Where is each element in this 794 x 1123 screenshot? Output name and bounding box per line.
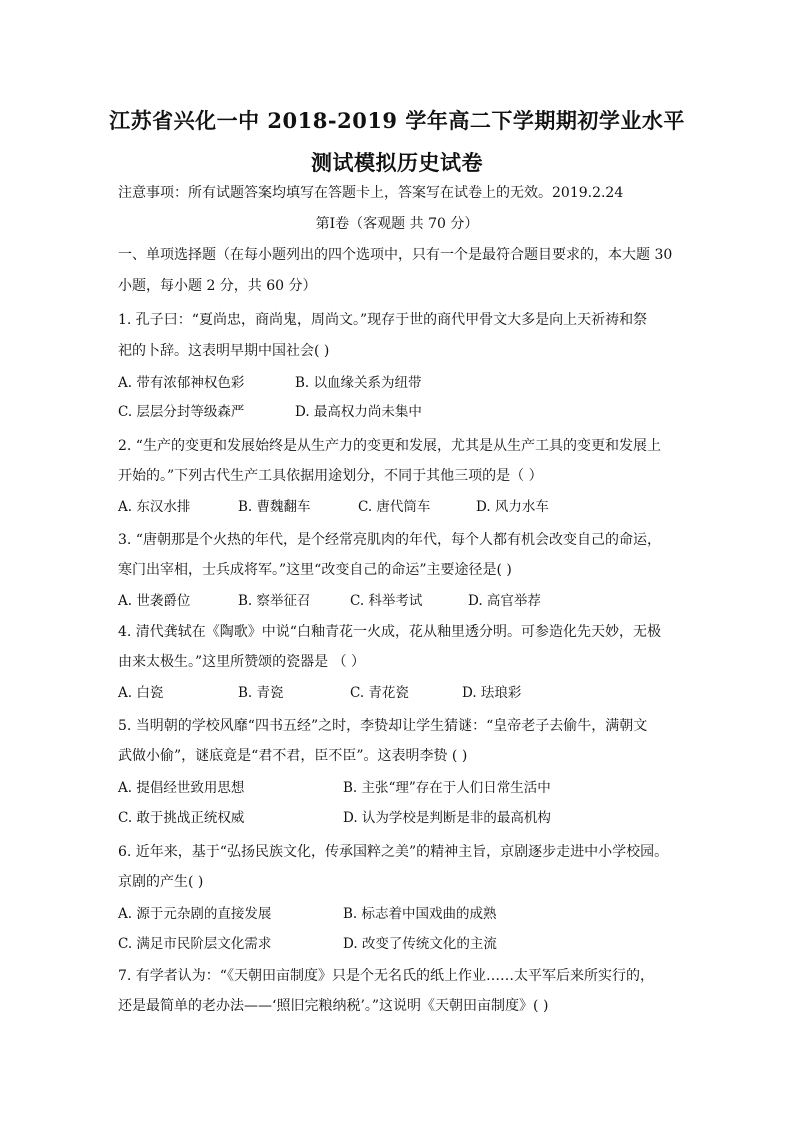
question-3-option-c: C. 科举考试	[350, 593, 423, 609]
question-6-line-1: 6. 近年来，基于“弘扬民族文化，传承国粹之美”的精神主旨，京剧逐步走进中小学校园。	[118, 844, 669, 860]
question-1-line-1: 1. 孔子曰：“夏尚忠，商尚鬼，周尚文。”现存于世的商代甲骨文大多是向上天祈祷和祭	[118, 312, 648, 328]
question-3-option-d: D. 高官举荐	[468, 593, 541, 609]
question-5-option-a: A. 提倡经世致用思想	[118, 780, 245, 796]
question-6-option-b: B. 标志着中国戏曲的成熟	[343, 906, 497, 922]
question-4-line-2: 由来太极生。”这里所赞颂的瓷器是 （ ）	[118, 654, 366, 670]
exam-title-line-1: 江苏省兴化一中 2018-2019 学年高二下学期期初学业水平	[109, 108, 685, 133]
question-4-option-c: C. 青花瓷	[350, 685, 409, 701]
exam-title-line-2: 测试模拟历史试卷	[311, 150, 483, 175]
question-1-option-d: D. 最高权力尚未集中	[295, 404, 422, 420]
part1-instructions-line-1: 一、单项选择题（在每小题列出的四个选项中，只有一个是最符合题目要求的，本大题 30	[118, 247, 673, 263]
question-2-line-2: 开始的。”下列古代生产工具依据用途划分，不同于其他三项的是（ ）	[118, 468, 543, 484]
question-2-option-a: A. 东汉水排	[118, 499, 191, 515]
question-2-line-1: 2. “生产的变更和发展始终是从生产力的变更和发展，尤其是从生产工具的变更和发展上	[118, 438, 661, 454]
question-3-line-1: 3. “唐朝那是个火热的年代，是个经常亮肌肉的年代，每个人都有机会改变自己的命运，	[118, 532, 661, 548]
notice: 注意事项：所有试题答案均填写在答题卡上，答案写在试卷上的无效。2019.2.24	[118, 185, 624, 201]
question-2-option-b: B. 曹魏翻车	[238, 499, 311, 515]
question-6-option-c: C. 满足市民阶层文化需求	[118, 936, 272, 952]
question-6-option-a: A. 源于元杂剧的直接发展	[118, 906, 272, 922]
question-4-option-d: D. 珐琅彩	[462, 685, 522, 701]
question-6-line-2: 京剧的产生( )	[118, 874, 204, 890]
question-7-line-1: 7. 有学者认为：“《天朝田亩制度》只是个无名氏的纸上作业……太平军后来所实行的，	[118, 968, 654, 984]
section-title: 第Ⅰ卷（客观题 共 70 分）	[315, 216, 479, 232]
question-5-option-b: B. 主张“理”存在于人们日常生活中	[343, 780, 551, 796]
question-1-line-2: 祀的卜辞。这表明早期中国社会( )	[118, 343, 330, 359]
question-1-option-a: A. 带有浓郁神权色彩	[118, 375, 245, 391]
question-5-option-c: C. 敢于挑战正统权威	[118, 810, 245, 826]
question-2-option-d: D. 风力水车	[476, 499, 549, 515]
question-4-option-a: A. 白瓷	[118, 685, 164, 701]
question-4-option-b: B. 青瓷	[238, 685, 284, 701]
question-5-option-d: D. 认为学校是判断是非的最高机构	[343, 810, 551, 826]
question-4-line-1: 4. 清代龚轼在《陶歌》中说“白釉青花一火成，花从釉里透分明。可参造化先天妙，无极	[118, 624, 661, 640]
part1-instructions-line-2: 小题，每小题 2 分，共 60 分）	[118, 278, 317, 294]
question-7-line-2: 还是最简单的老办法——‘照旧完粮纳税’。”这说明《天朝田亩制度》( )	[118, 998, 549, 1014]
question-6-option-d: D. 改变了传统文化的主流	[343, 936, 497, 952]
question-5-line-1: 5. 当明朝的学校风靡“四书五经”之时，李贽却让学生猜谜：“皇帝老子去偷牛，满朝文	[118, 718, 648, 734]
question-2-option-c: C. 唐代筒车	[358, 499, 431, 515]
question-5-line-2: 武做小偷”，谜底竟是“君不君，臣不臣”。这表明李贽 ( )	[118, 748, 468, 764]
question-1-option-c: C. 层层分封等级森严	[118, 404, 245, 420]
question-3-line-2: 寒门出宰相，士兵成将军。”这里“改变自己的命运”主要途径是( )	[118, 562, 512, 578]
question-1-option-b: B. 以血缘关系为纽带	[295, 375, 422, 391]
question-3-option-a: A. 世袭爵位	[118, 593, 191, 609]
question-3-option-b: B. 察举征召	[238, 593, 311, 609]
